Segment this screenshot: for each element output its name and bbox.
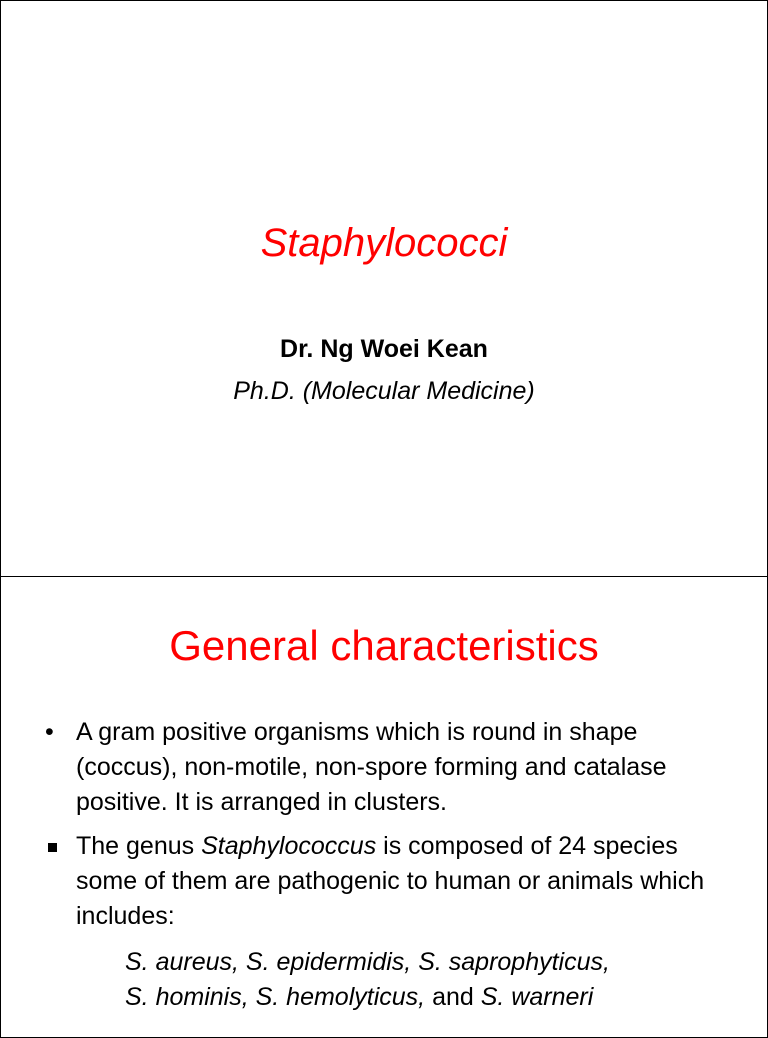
species-line-1: S. aureus, S. epidermidis, S. saprophyticus, <box>125 948 610 976</box>
species-line-2-part-2: S. warneri <box>480 983 594 1011</box>
author-degree: Ph.D. (Molecular Medicine) <box>233 377 535 405</box>
bullet-2-text <box>76 829 736 934</box>
bullet-2-text-before: The genus <box>76 832 202 860</box>
species-line-2-part-1: S. hominis, S. hemolyticus, <box>125 983 426 1011</box>
slide-1-title: Staphylococci <box>260 221 508 265</box>
round-bullet-icon: • <box>45 718 54 746</box>
bullet-2-text-after: is composed of 24 species some of them are pathogenic to human or animals which includes: <box>76 832 705 930</box>
species-line-2 <box>125 980 755 1015</box>
bullet-1-text: A gram positive organisms which is round in shape (coccus), non-motile, non-spore forming and catalase positive. It is arranged in clusters. <box>76 718 667 816</box>
species-connector: and <box>425 983 481 1011</box>
genus-name: Staphylococcus <box>201 832 377 860</box>
author-name: Dr. Ng Woei Kean <box>280 335 488 363</box>
square-bullet-icon <box>48 843 57 852</box>
slide-2-title: General characteristics <box>169 622 599 669</box>
slide-2 <box>0 576 768 1038</box>
